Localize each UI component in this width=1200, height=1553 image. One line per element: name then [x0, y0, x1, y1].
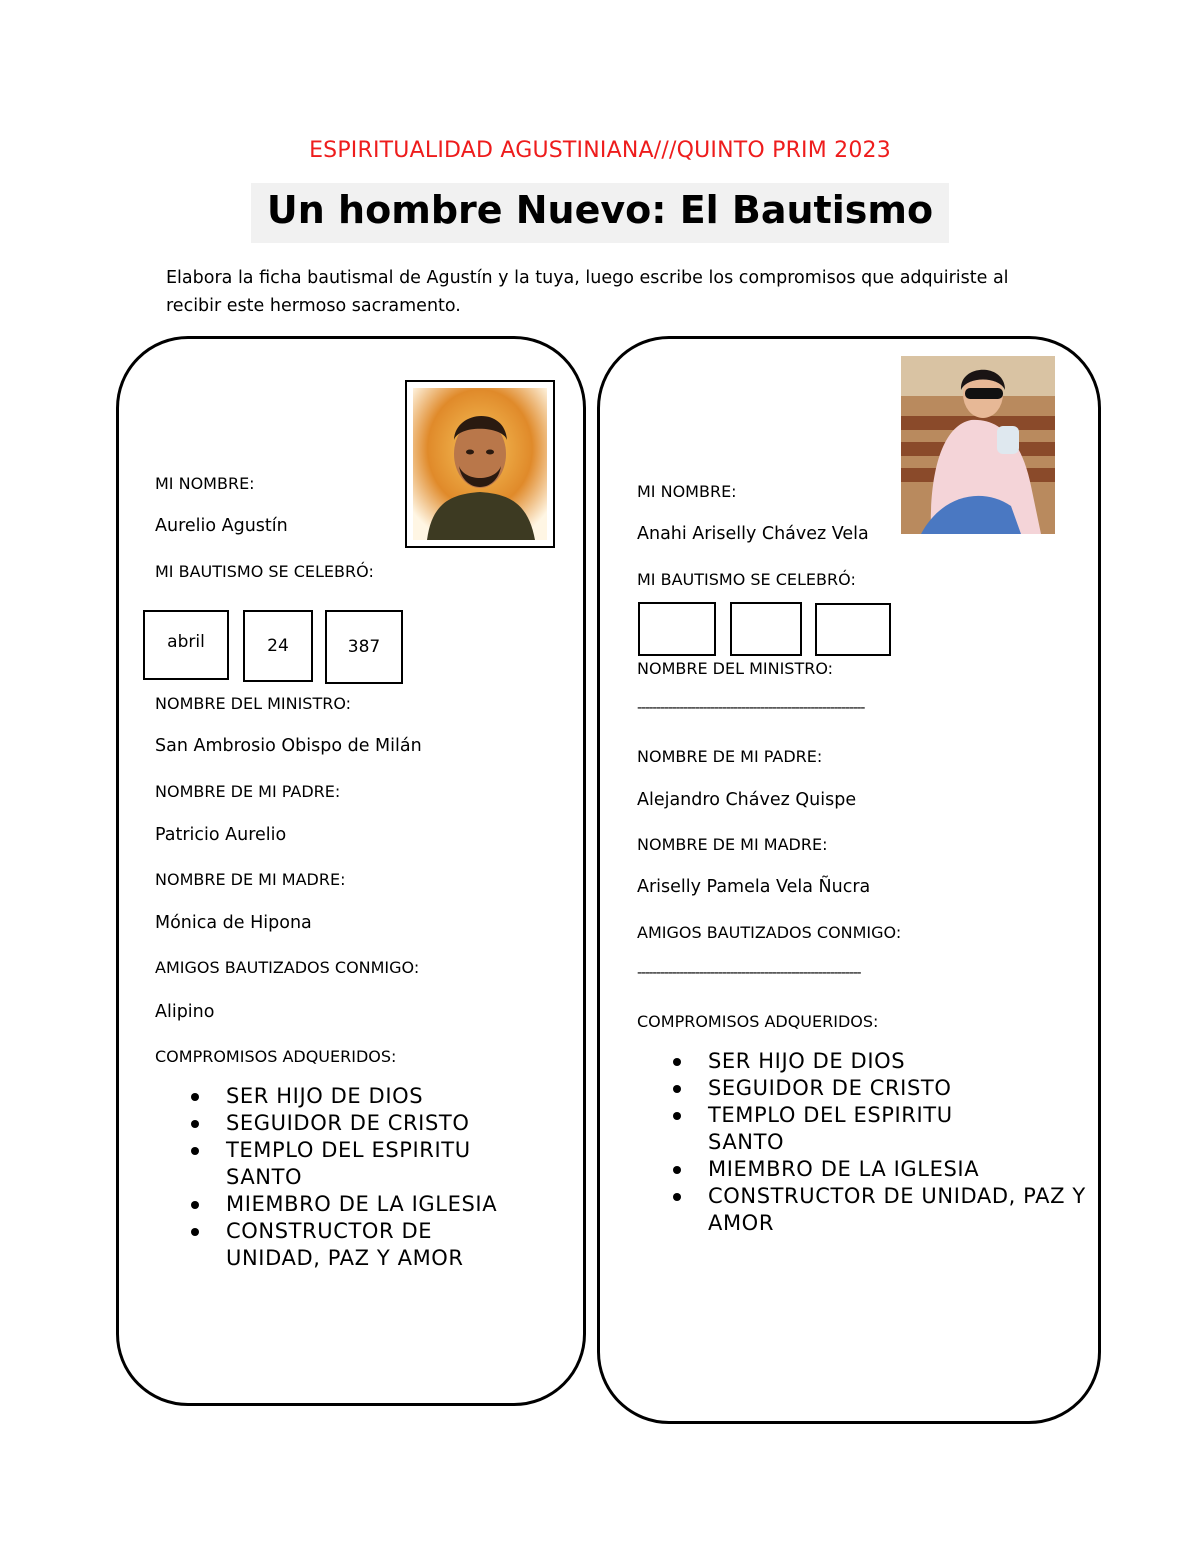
right-baptism-label: MI BAUTISMO SE CELEBRÓ: [637, 570, 856, 589]
right-minister-label: NOMBRE DEL MINISTRO: [637, 659, 834, 678]
right-friends-label: AMIGOS BAUTIZADOS CONMIGO: [637, 923, 902, 942]
list-item: SER HIJO DE DIOS [186, 1083, 526, 1110]
saint-augustine-portrait [405, 380, 555, 548]
left-commitments-list [186, 1083, 526, 1272]
right-friends-value: ---------------------------------------------------------- [637, 965, 861, 981]
left-name-label: MI NOMBRE: [155, 474, 255, 493]
right-mother-value: Ariselly Pamela Vela Ñucra [637, 877, 871, 897]
right-name-label: MI NOMBRE: [637, 482, 737, 501]
left-friends-value: Alipino [155, 1002, 215, 1022]
left-minister-label: NOMBRE DEL MINISTRO: [155, 694, 352, 713]
left-minister-value: San Ambrosio Obispo de Milán [155, 736, 422, 756]
instructions-text: Elabora la ficha bautismal de Agustín y la tuya, luego escribe los compromisos que adquiriste al recibir este hermoso sacramento. [166, 268, 1009, 316]
list-item: CONSTRUCTOR DE UNIDAD, PAZ Y AMOR [668, 1183, 1088, 1237]
bullet-icon [191, 1120, 199, 1128]
bullet-icon [191, 1201, 199, 1209]
left-date-day: 24 [267, 636, 289, 656]
bullet-icon [673, 1166, 681, 1174]
left-date-year-box [325, 610, 403, 684]
right-commitments-label: COMPROMISOS ADQUERIDOS: [637, 1012, 879, 1031]
photo-image [901, 356, 1055, 534]
right-father-value: Alejandro Chávez Quispe [637, 790, 857, 810]
bullet-icon [673, 1193, 681, 1201]
list-item: SEGUIDOR DE CRISTO [668, 1075, 1068, 1102]
left-father-label: NOMBRE DE MI PADRE: [155, 782, 341, 801]
list-item: MIEMBRO DE LA IGLESIA [186, 1191, 526, 1218]
left-father-value: Patricio Aurelio [155, 825, 287, 845]
right-name-value: Anahi Ariselly Chávez Vela [637, 524, 869, 544]
left-mother-label: NOMBRE DE MI MADRE: [155, 870, 346, 889]
left-date-year: 387 [347, 637, 381, 657]
page-title: Un hombre Nuevo: El Bautismo [266, 188, 934, 232]
right-minister-value: ----------------------------------------------------------- [637, 700, 865, 716]
right-date-year-box[interactable] [815, 603, 891, 656]
right-date-day-box[interactable] [730, 602, 802, 656]
left-date-month: abril [167, 632, 205, 652]
list-item: TEMPLO DEL ESPIRITU SANTO [668, 1102, 1008, 1156]
left-friends-label: AMIGOS BAUTIZADOS CONMIGO: [155, 958, 420, 977]
bullet-icon [191, 1228, 199, 1236]
left-baptism-label: MI BAUTISMO SE CELEBRÓ: [155, 562, 374, 581]
left-mother-value: Mónica de Hipona [155, 913, 312, 933]
left-commitments-label: COMPROMISOS ADQUERIDOS: [155, 1047, 397, 1066]
bullet-icon [673, 1058, 681, 1066]
left-name-value: Aurelio Agustín [155, 516, 288, 536]
right-date-month-box[interactable] [638, 602, 716, 656]
bullet-icon [191, 1093, 199, 1101]
list-item: TEMPLO DEL ESPIRITU SANTO [186, 1137, 496, 1191]
list-item: CONSTRUCTOR DE UNIDAD, PAZ Y AMOR [186, 1218, 496, 1272]
list-item: SEGUIDOR DE CRISTO [186, 1110, 526, 1137]
list-item: SER HIJO DE DIOS [668, 1048, 1068, 1075]
right-father-label: NOMBRE DE MI PADRE: [637, 747, 823, 766]
student-photo [901, 356, 1055, 534]
left-date-day-box [243, 610, 313, 682]
bullet-icon [673, 1112, 681, 1120]
right-mother-label: NOMBRE DE MI MADRE: [637, 835, 828, 854]
worksheet-header: ESPIRITUALIDAD AGUSTINIANA///QUINTO PRIM 2023 [309, 138, 891, 163]
bullet-icon [191, 1147, 199, 1155]
right-commitments-list [668, 1048, 1086, 1237]
list-item: MIEMBRO DE LA IGLESIA [668, 1156, 1068, 1183]
portrait-image [407, 382, 553, 546]
bullet-icon [673, 1085, 681, 1093]
left-date-month-box [143, 610, 229, 680]
